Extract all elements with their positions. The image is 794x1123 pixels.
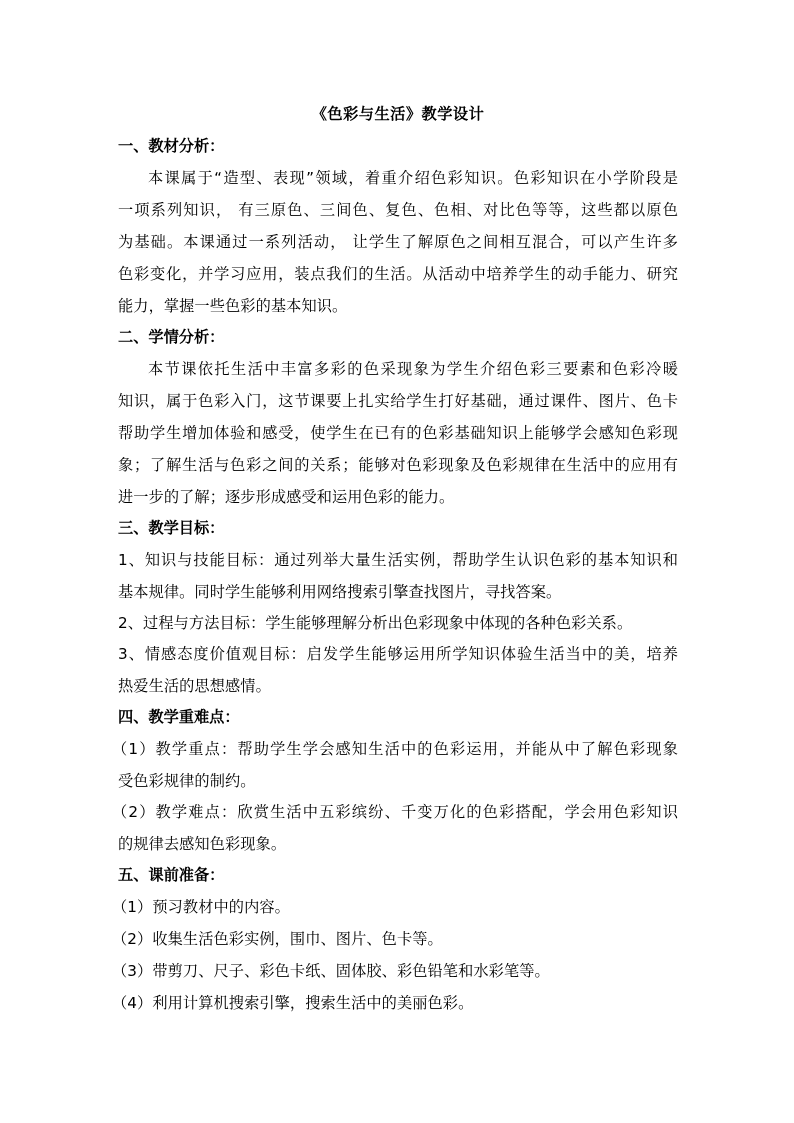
goal-item-3 (118, 643, 678, 697)
text-line: 为基础。本课通过一系列活动， 让学生了解原色之间相互混合，可以产生许多 (118, 233, 678, 251)
text-line: 进一步的了解；逐步形成感受和运用色彩的能力。 (118, 488, 455, 506)
list-item: （2）收集生活色彩实例，围巾、图片、色卡等。 (112, 930, 443, 948)
text-line: 基本规律。同时学生能够利用网络搜索引擎查找图片，寻找答案。 (118, 583, 562, 601)
paragraph-students (118, 358, 678, 508)
section-heading-goals: 三、教学目标： (118, 519, 225, 537)
prep-list (112, 896, 678, 1014)
list-item: （4）利用计算机搜索引擎，搜索生活中的美丽色彩。 (112, 994, 474, 1012)
text-line: 知识，属于色彩入门，这节课要上扎实给学生打好基础，通过课件、图片、色卡 (118, 392, 678, 410)
goal-item-2 (118, 612, 678, 634)
goal-item-1 (118, 549, 678, 603)
text-line: 能力，掌握一些色彩的基本知识。 (118, 297, 348, 315)
text-line: 热爱生活的思想感情。 (118, 677, 271, 695)
text-line: 本节课依托生活中丰富多彩的色采现象为学生介绍色彩三要素和色彩冷暖 (148, 360, 678, 378)
document-page (112, 103, 678, 1023)
keypoint-item-1 (112, 738, 678, 792)
text-line: 帮助学生增加体验和感受，使学生在已有的色彩基础知识上能够学会感知色彩现 (118, 424, 678, 442)
list-item: （1）预习教材中的内容。 (112, 898, 290, 916)
keypoint-item-2 (112, 801, 678, 855)
section-heading-students: 二、学情分析： (118, 328, 225, 346)
paragraph-analysis (118, 167, 678, 317)
text-line: 色彩变化，并学习应用，装点我们的生活。从活动中培养学生的动手能力、研究 (118, 265, 678, 283)
section-heading-keypoints: 四、教学重难点： (118, 708, 240, 726)
text-line: （2）教学难点：欣赏生活中五彩缤纷、千变万化的色彩搭配，学会用色彩知识 (112, 803, 678, 821)
text-line: 本课属于“造型、表现”领域，着重介绍色彩知识。色彩知识在小学阶段是 (148, 169, 678, 187)
text-line: 受色彩规律的制约。 (118, 772, 256, 790)
section-heading-prep: 五、课前准备： (118, 866, 225, 884)
text-line: （1）教学重点：帮助学生学会感知生活中的色彩运用，并能从中了解色彩现象 (112, 740, 678, 758)
document-title: 《色彩与生活》教学设计 (311, 105, 485, 123)
text-line: 3、情感态度价值观目标：启发学生能够运用所学知识体验生活当中的美，培养 (118, 645, 678, 663)
text-line: 的规律去感知色彩现象。 (118, 835, 287, 853)
list-item: （3）带剪刀、尺子、彩色卡纸、固体胶、彩色铅笔和水彩笔等。 (112, 962, 550, 980)
text-line: 一项系列知识， 有三原色、三间色、复色、色相、对比色等等，这些都以原色 (118, 201, 678, 219)
section-heading-analysis: 一、教材分析： (118, 137, 225, 155)
text-line: 2、过程与方法目标：学生能够理解分析出色彩现象中体现的各种色彩关系。 (118, 614, 633, 632)
text-line: 1、知识与技能目标：通过列举大量生活实例，帮助学生认识色彩的基本知识和 (118, 551, 678, 569)
text-line: 象；了解生活与色彩之间的关系；能够对色彩现象及色彩规律在生活中的应用有 (118, 456, 678, 474)
